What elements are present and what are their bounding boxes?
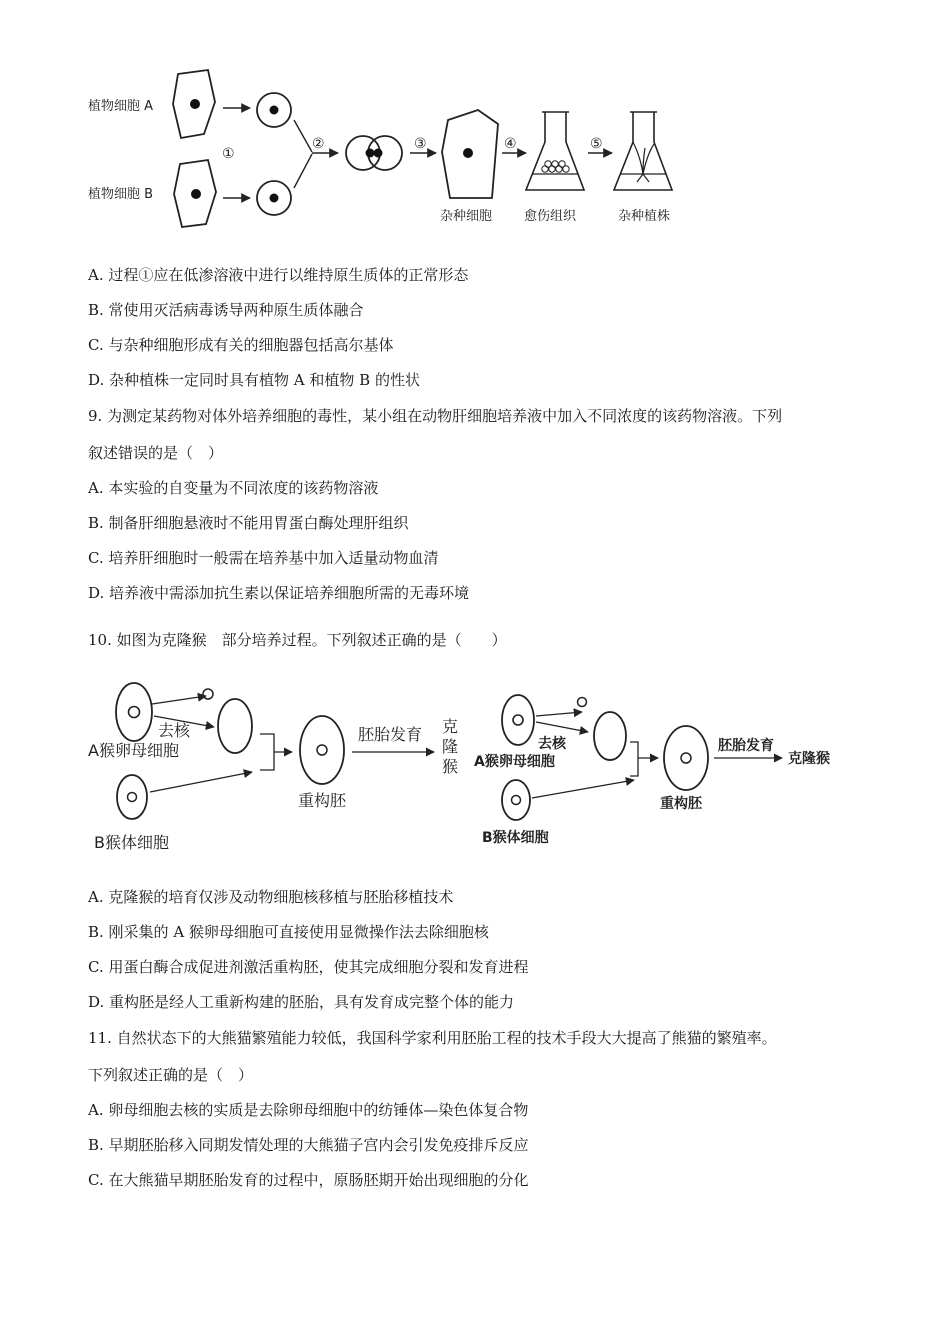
body-cell-left — [117, 775, 147, 819]
label-embryo-left: 重构胚 — [298, 791, 347, 810]
figure-cloned-monkey — [82, 672, 862, 862]
label-clone-left-3: 猴 — [442, 757, 459, 776]
plantlet — [633, 142, 654, 182]
label-clone-left-2: 隆 — [442, 737, 459, 756]
enucleated-oocyte-right — [594, 712, 626, 760]
label-body-cell-right: B猴体细胞 — [482, 830, 549, 846]
q9-stem-line1: 9. 为测定某药物对体外培养细胞的毒性，某小组在动物肝细胞培养液中加入不同浓度的该药物溶液。下列 — [88, 407, 783, 425]
q9-option-c: C. 培养肝细胞时一般需在培养基中加入适量动物血清 — [88, 549, 439, 567]
clone-diagram-right — [474, 695, 830, 846]
q10-stem: 10. 如图为克隆猴 部分培养过程。下列叙述正确的是（ ） — [88, 631, 507, 649]
q8-option-b: B. 常使用灭活病毒诱导两种原生质体融合 — [88, 301, 364, 319]
step2-label: ② — [312, 136, 325, 152]
q10-option-a: A. 克隆猴的培育仅涉及动物细胞核移植与胚胎移植技术 — [88, 888, 454, 906]
step3-label: ③ — [414, 136, 427, 152]
label-clone-right: 克隆猴 — [788, 751, 830, 767]
label-oocyte-left: A猴卵母细胞 — [88, 741, 179, 760]
caption-callus: 愈伤组织 — [524, 209, 577, 224]
q10-option-d: D. 重构胚是经人工重新构建的胚胎，具有发育成完整个体的能力 — [88, 993, 515, 1011]
q8-option-d: D. 杂种植株一定同时具有植物 A 和植物 B 的性状 — [88, 371, 420, 389]
clone-diagram-left — [88, 683, 458, 852]
q8-option-c: C. 与杂种细胞形成有关的细胞器包括高尔基体 — [88, 336, 394, 354]
q8-option-a: A. 过程①应在低渗溶液中进行以维持原生质体的正常形态 — [88, 266, 469, 284]
q9-option-d: D. 培养液中需添加抗生素以保证培养细胞所需的无毒环境 — [88, 584, 470, 602]
label-develop-right: 胚胎发育 — [718, 738, 774, 754]
oocyte-right — [502, 695, 534, 745]
q10-option-c: C. 用蛋白酶合成促进剂激活重构胚，使其完成细胞分裂和发育进程 — [88, 958, 529, 976]
label-embryo-right: 重构胚 — [660, 796, 702, 812]
oocyte-left — [116, 683, 152, 741]
reconstructed-embryo-left — [300, 716, 344, 784]
step1-label: ① — [222, 146, 235, 162]
q10-option-b: B. 刚采集的 A 猴卵母细胞可直接使用显微操作法去除细胞核 — [88, 923, 489, 941]
q9-option-b: B. 制备肝细胞悬液时不能用胃蛋白酶处理肝组织 — [88, 514, 409, 532]
step5-label: ⑤ — [590, 136, 603, 152]
label-plant-cell-b: 植物细胞 B — [88, 187, 154, 202]
removed-nucleus-left — [203, 689, 213, 699]
q11-stem-line1: 11. 自然状态下的大熊猫繁殖能力较低，我国科学家利用胚胎工程的技术手段大大提高了熊猫的繁殖率。 — [88, 1029, 777, 1047]
q11-option-c: C. 在大熊猫早期胚胎发育的过程中，原肠胚期开始出现细胞的分化 — [88, 1171, 529, 1189]
figure-plant-hybridization — [80, 52, 700, 232]
reconstructed-embryo-right — [664, 726, 708, 790]
label-develop-left: 胚胎发育 — [358, 725, 423, 744]
label-body-cell-left: B猴体细胞 — [94, 833, 169, 852]
q11-option-b: B. 早期胚胎移入同期发情处理的大熊猫子宫内会引发免疫排斥反应 — [88, 1136, 529, 1154]
flask-callus — [526, 112, 584, 190]
enucleated-oocyte-left — [218, 699, 252, 753]
step4-label: ④ — [504, 136, 517, 152]
q11-option-a: A. 卵母细胞去核的实质是去除卵母细胞中的纺锤体—染色体复合物 — [88, 1101, 529, 1119]
removed-nucleus-right — [578, 698, 587, 707]
flask-hybrid-plant — [614, 112, 672, 190]
label-enucleate-right: 去核 — [538, 736, 566, 752]
callus-tissue — [542, 161, 569, 172]
caption-hybrid-plant: 杂种植株 — [618, 209, 671, 224]
q9-stem-line2: 叙述错误的是（ ） — [88, 444, 224, 462]
q11-stem-line2: 下列叙述正确的是（ ） — [88, 1066, 254, 1084]
q9-option-a: A. 本实验的自变量为不同浓度的该药物溶液 — [88, 479, 379, 497]
label-oocyte-right: A猴卵母细胞 — [474, 754, 555, 770]
body-cell-right — [502, 780, 530, 820]
label-clone-left-1: 克 — [442, 717, 459, 736]
label-plant-cell-a: 植物细胞 A — [88, 99, 154, 114]
label-enucleate-left: 去核 — [158, 721, 191, 740]
caption-hybrid-cell: 杂种细胞 — [440, 209, 493, 224]
